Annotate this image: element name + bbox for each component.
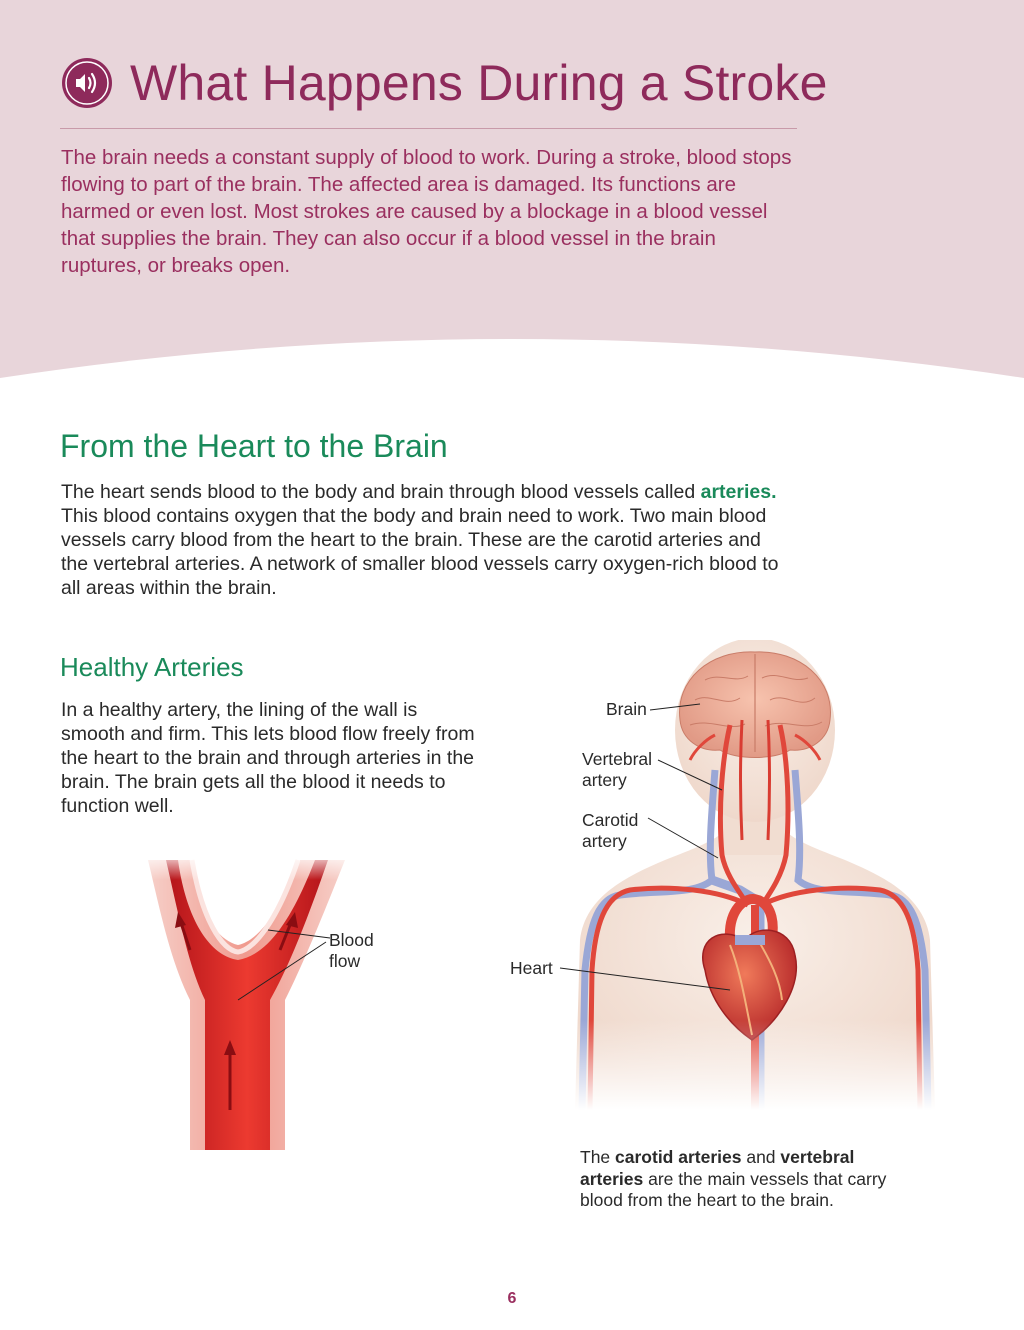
section-text-a: The heart sends blood to the body and brain through blood vessels called — [61, 481, 701, 503]
healthy-paragraph: In a healthy artery, the lining of the wall is smooth and firm. This lets blood flow freely from the heart to the brain and through arteries in the brain. The brain gets all the blood it needs to function well. — [61, 699, 475, 817]
section-text-b: This blood contains oxygen that the body and brain need to work. Two main blood vessels carry blood from the heart to the brain. These are the carotid arteries and the vertebral arteries. A network of smaller blood vessels carry oxygen-rich blood to all areas within the brain. — [61, 505, 779, 599]
blood-flow-label — [329, 930, 374, 972]
audio-icon[interactable] — [60, 56, 114, 110]
section-paragraph — [61, 480, 781, 600]
blood-flow-label-line2: flow — [329, 951, 361, 971]
caption-vertebral: vertebral arteries — [580, 1147, 855, 1189]
body-illustration — [490, 640, 1024, 1110]
figure-caption — [580, 1147, 920, 1212]
title-row — [60, 54, 828, 112]
vertebral-label-line1: Vertebral — [582, 749, 653, 769]
page-title: What Happens During a Stroke — [130, 55, 828, 111]
carotid-label-line1: Carotid — [582, 810, 639, 830]
term-arteries: arteries. — [700, 481, 777, 503]
caption-text-2: and — [741, 1147, 781, 1167]
brain-label: Brain — [606, 699, 647, 719]
heart-label: Heart — [510, 958, 553, 978]
carotid-label-line2: artery — [582, 831, 627, 851]
caption-text-1: The — [580, 1147, 616, 1167]
carotid-artery-label — [582, 810, 638, 852]
vertebral-artery-label — [582, 749, 652, 791]
vertebral-label-line2: artery — [582, 770, 627, 790]
blood-flow-label-line1: Blood — [329, 930, 374, 950]
title-divider — [60, 128, 797, 129]
section-heading: From the Heart to the Brain — [60, 428, 448, 464]
intro-paragraph: The brain needs a constant supply of blood to work. During a stroke, blood stops flowing to part of the brain. The affected area is damaged. Its functions are harmed or even lost. Most strokes are caused by a blockage in a blood vessel that supplies the brain. They can also occur if a blood vessel in the brain ruptures, or breaks open. — [61, 146, 792, 277]
artery-illustration — [130, 850, 390, 1160]
caption-carotid: carotid arteries — [615, 1147, 742, 1167]
subsection-heading: Healthy Arteries — [60, 652, 244, 682]
caption-text-3: are the main vessels that carry blood from the heart to the brain. — [580, 1168, 887, 1210]
page-number: 6 — [507, 1290, 517, 1307]
